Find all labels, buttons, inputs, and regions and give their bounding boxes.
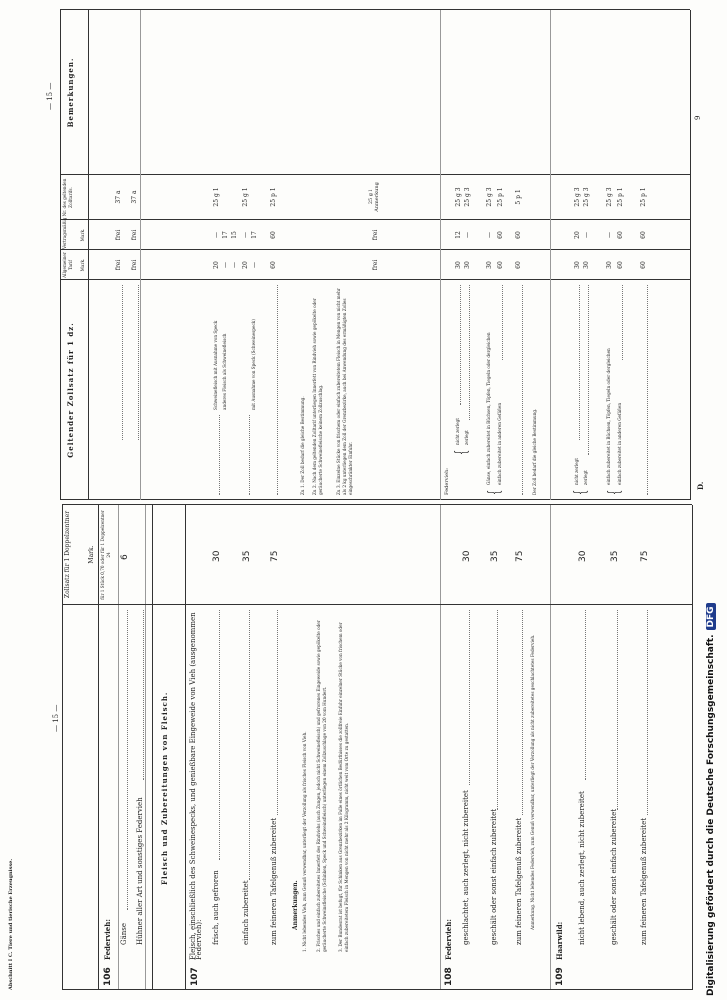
r14-contract: — (486, 232, 493, 238)
row-109-nr: 109 (555, 967, 565, 986)
r0-contract: frei (115, 229, 122, 241)
r10-tariff: 25 g l Anmerkung (368, 182, 380, 212)
r16-general: 60 (515, 261, 522, 269)
notes-107-n2: 2. Frisches und einfach zubereitetes Innerfett des Rindviehs (auch Zungen, jedoch nicht Schweinefleisch) und gefrorenes Eingeweide sowie gepökelte oder geräucherte Schweinsfleische (Schinken, Speck und Schweinsfleisch) unterliegen einem Zollzuschlage von 20 vom Hundert. (316, 620, 327, 952)
row-108-feiner-duty: 75 (515, 550, 525, 562)
r22-contract: 60 (640, 231, 647, 239)
r4-contract: 15 (231, 231, 238, 239)
r13-desc: zerlegt (464, 430, 469, 445)
right-header-general-unit: Mark. (80, 258, 85, 272)
right-header-nr: Nr. des geltenden Zolltarifs. (62, 178, 73, 217)
r1-general: frei (131, 259, 138, 271)
row-107-feiner: zum feineren Tafelgenuß zubereitet (270, 817, 278, 945)
dfg-logo: DFG (706, 603, 716, 630)
r21-contract: 60 (617, 231, 624, 239)
row-107-einfach-duty: 35 (242, 550, 252, 562)
r20-desc: einfach zubereitet in Büchsen, Töpfen, Tiegeln oder dergleichen (606, 348, 611, 485)
row-108-geschlachtet-duty: 30 (462, 550, 472, 562)
row-108-geschlachtet: geschlachtet, auch zerlegt, nicht zubereitet (462, 790, 470, 945)
right-header-contract: Vertragsmäßig (62, 217, 67, 249)
r3-general: — (222, 262, 229, 268)
r12-tariff: 25 g 3 (455, 187, 462, 207)
r13-tariff: 25 g 3 (464, 187, 471, 207)
r6-general: — (251, 262, 258, 268)
r21-tariff: 25 p 1 (617, 187, 624, 207)
r22-general: 60 (640, 261, 647, 269)
row-109-geschaelt-duty: 35 (610, 550, 620, 562)
note-108: Anmerkung. Nicht lebendes Federvieh, zum Genuß verwendbar, unterliegt der Verzollung als nicht zubereitetes geschlachtetes Federvieh. (530, 634, 535, 930)
left-header-duty-unit: Mark. (88, 545, 95, 564)
r4-general: — (231, 262, 238, 268)
running-head: Abschnitt I C. Tiere und tierische Erzeugnisse. (8, 858, 14, 990)
r13-contract: — (464, 232, 471, 238)
r15-tariff: 25 p 1 (497, 187, 504, 207)
r3-desc: anderes Fleisch als Schweinefleisch (222, 333, 227, 410)
row-108-geschaelt: geschält oder sonst einfach zubereitet (490, 808, 498, 945)
row-109-geschaelt: geschält oder sonst einfach zubereitet (610, 808, 618, 945)
r10-desc: Zu 3. Einzelne Stücke von frischem oder einfach zubereitetem Fleisch in Mengen von nicht mehr als 2 kg unterliegen dem Zoll der Grenzbezirke, auch bei Anwendung des ermäßigten Zolles eingeschränkter Einfuhr. (336, 288, 353, 495)
r18-general: 30 (574, 261, 581, 269)
right-header-remarks: Bemerkungen. (66, 57, 75, 128)
footer-number: 9 (694, 115, 702, 120)
row-108-label: Federvieh: (444, 919, 453, 960)
watermark-text: Digitalisierung gefördert durch die Deutsche Forschungsgemeinschaft. (706, 634, 716, 996)
row-109-label: Haarwild: (555, 921, 564, 960)
row-107-feiner-duty: 75 (270, 550, 280, 562)
r15-desc: einfach zubereitet in anderen Gefäßen (497, 402, 502, 485)
r11-desc: Federvieh: (444, 468, 450, 495)
r7-tariff: 25 p 1 (270, 187, 277, 207)
r18-contract: 20 (574, 231, 581, 239)
notes-107-n3: 3. Der Bundesrat ist befugt, für Schinken aus Grenzbezirken im Falle eines örtlichen Bedürfnisses die zollfreie Einfuhr einzelner Stücke von frischem oder einfach zubereitetem Fleisch in Mengen von nicht mehr als 2 Kilogramm, nicht weit vom Orte zu gestatten. (338, 622, 349, 952)
brace-109b: { (604, 489, 623, 495)
r16-tariff: 5 p 1 (515, 189, 522, 205)
r10-general: frei (372, 259, 379, 271)
r7-general: 60 (270, 261, 277, 269)
row-107-frisch: frisch, auch gefroren (212, 870, 220, 945)
r19-contract: — (583, 232, 590, 238)
right-header-contract-unit: Mark. (80, 228, 85, 242)
r14-tariff: 25 g 3 (486, 187, 493, 207)
footer-letter: D. (696, 481, 705, 490)
row-107-nr: 107 (190, 967, 200, 986)
notes-107-heading: Anmerkungen. (292, 880, 299, 930)
brace-109: { (570, 489, 589, 495)
row-106-label: Federvieh: (103, 919, 112, 960)
brace-108b: { (484, 489, 503, 495)
row-109-nicht-lebend: nicht lebend, auch zerlegt, nicht zubereitet (578, 791, 586, 945)
row-106-huehner: Hühner aller Art und sonstiges Federvieh (136, 797, 144, 945)
r9-desc: Zu 2. Nach dem geltenden Zolltarif unterliegen Innerfett von Rindvieh sowie gepökelte oder geräucherte Schweinefleische keinem Zollzuschlag. (312, 298, 323, 495)
r10-contract: frei (372, 229, 379, 241)
r3-contract: 17 (222, 231, 229, 239)
r14-desc: Gänse, einfach zubereitet in Büchsen, Töpfen, Tiegeln oder dergleichen (486, 332, 491, 485)
dfg-watermark (706, 603, 716, 996)
r21-desc: einfach zubereitet in anderen Gefäßen (617, 402, 622, 485)
brace-108: { (451, 449, 470, 455)
row-109-feiner-duty: 75 (640, 550, 650, 562)
row-109-nicht-lebend-duty: 30 (578, 550, 588, 562)
r15-general: 60 (497, 261, 504, 269)
r12-general: 30 (455, 261, 462, 269)
r18-tariff: 25 g 3 (574, 187, 581, 207)
row-108-nr: 108 (444, 967, 454, 986)
r20-contract: — (606, 232, 613, 238)
r15-contract: 60 (497, 231, 504, 239)
row-108-feiner: zum feineren Tafelgenuß zubereitet (515, 817, 523, 945)
r5-contract: — (242, 232, 249, 238)
r12-contract: 12 (455, 231, 462, 239)
r2-tariff: 25 g 1 (213, 187, 220, 207)
r19-desc: zerlegt (583, 470, 588, 485)
r22-tariff: 25 p 1 (640, 187, 647, 207)
row-108-geschaelt-duty: 35 (490, 550, 500, 562)
row-107-einfach: einfach zubereitet (242, 880, 250, 945)
r16-contract: 60 (515, 231, 522, 239)
r20-general: 30 (606, 261, 613, 269)
r6-contract: 17 (251, 231, 258, 239)
r18-desc: nicht zerlegt (574, 458, 579, 485)
r20-tariff: 25 g 3 (606, 187, 613, 207)
r2-general: 20 (213, 261, 220, 269)
r5-general: 20 (242, 261, 249, 269)
r1-contract: frei (131, 229, 138, 241)
notes-107-n1: 1. Nicht lebendes Vieh, zum Genuß verwendbar, unterliegt der Verzollung als frisches Fleisch von Vieh. (302, 731, 307, 952)
left-header-duty: Zollsatz für 1 Doppelzentner (64, 510, 71, 599)
page-number-right: — 15 — (46, 82, 54, 110)
r0-general: frei (115, 259, 122, 271)
right-header-title: Geltender Zollsatz für 1 dz. (66, 322, 75, 458)
r19-general: 30 (583, 261, 590, 269)
r2-contract: — (213, 232, 220, 238)
row-107-label: Fleisch, einschließlich des Schweinespecks, und genießbare Eingeweide von Vieh (ausgenommen Federvieh): (189, 612, 203, 960)
r7-contract: 60 (270, 231, 277, 239)
r2-desc: Schweinefleisch mit Ausnahme von Speck (213, 320, 218, 410)
row-106-nr: 106 (103, 967, 113, 986)
r13-general: 30 (464, 261, 471, 269)
r21-general: 60 (617, 261, 624, 269)
row-109-feiner: zum feineren Tafelgenuß zubereitet (640, 817, 648, 945)
r12-desc: nicht zerlegt (455, 418, 460, 445)
page-number-left: — 15 — (52, 704, 60, 732)
left-header-duty-note: für 1 Stück 0,70 oder für 1 Doppelzentner 24 (100, 510, 111, 600)
right-header-general: Allgemeiner Tarif (62, 252, 73, 278)
r5-tariff: 25 g 1 (242, 187, 249, 207)
section-title-fleisch: Fleisch und Zubereitungen von Fleisch. (160, 691, 169, 885)
r17-desc: Der Zoll bedarf die gleiche Bestimmung. (532, 408, 537, 495)
r1-tariff: 37 a (131, 190, 138, 204)
r19-tariff: 25 g 3 (583, 187, 590, 207)
r0-tariff: 37 a (115, 190, 122, 204)
row-106-gaense-duty: 6 (120, 554, 130, 560)
row-107-frisch-duty: 30 (212, 550, 222, 562)
r14-general: 30 (486, 261, 493, 269)
r8-desc: Zu 1. Der Zoll bedarf die gleiche Bestimmung. (300, 396, 305, 495)
r6-desc: mit Ausnahme von Speck (Schweinespeck) (251, 319, 256, 410)
row-106-gaense: Gänse (120, 922, 128, 945)
